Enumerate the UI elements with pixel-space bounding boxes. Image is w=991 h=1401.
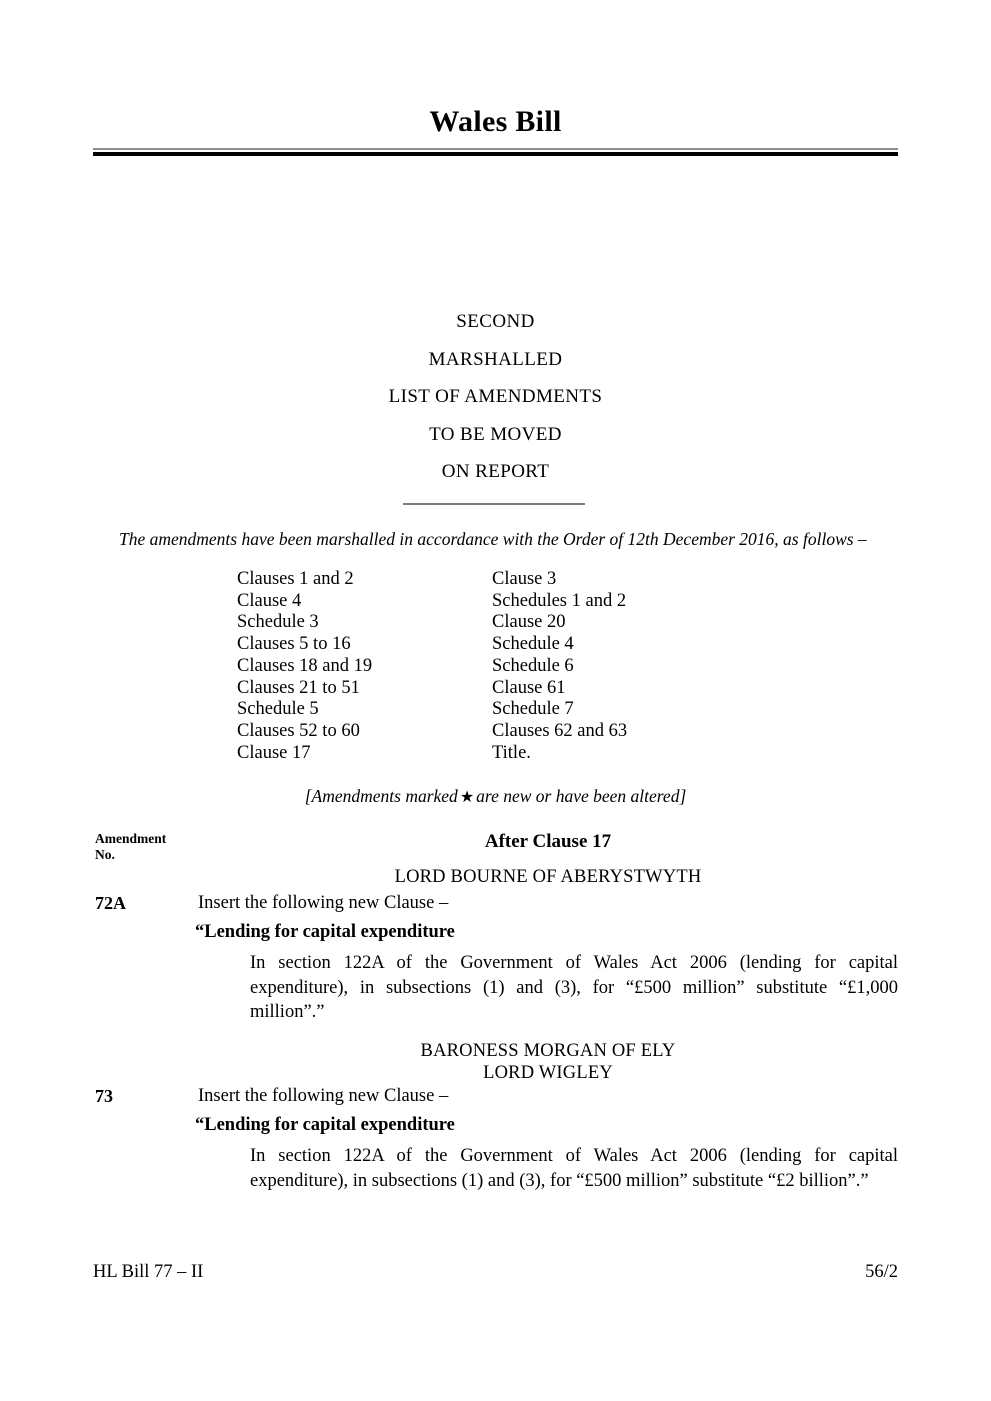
footer-page-number: 56/2	[865, 1262, 898, 1282]
amendment-no-column-label	[95, 831, 195, 863]
clause-order-row	[237, 569, 697, 591]
amendment-no-label-line-2: No.	[95, 847, 115, 862]
star-note-suffix: are new or have been altered]	[476, 786, 687, 806]
amendment-instruction: Insert the following new Clause –	[198, 1086, 449, 1106]
clause-order-right: Schedules 1 and 2	[492, 590, 627, 611]
clause-order-row	[237, 678, 697, 700]
document-heading-block	[93, 303, 898, 491]
amendment-clause-title: “Lending for capital expenditure	[195, 1115, 455, 1135]
clause-order-right: Clause 61	[492, 677, 566, 698]
section-divider-rule	[403, 503, 585, 505]
clause-order-row	[237, 721, 697, 743]
amendment-number: 72A	[95, 893, 126, 913]
heading-line-1: SECOND	[456, 311, 535, 332]
section-heading-after-clause: After Clause 17	[484, 831, 612, 852]
clause-order-right: Schedule 4	[492, 634, 574, 655]
clause-order-left: Clauses 1 and 2	[237, 569, 354, 589]
amendment-sponsor: LORD BOURNE OF ABERYSTWYTH	[394, 867, 702, 887]
heading-line-3: LIST OF AMENDMENTS	[388, 386, 603, 407]
heading-line-2: MARSHALLED	[428, 348, 563, 370]
clause-order-row	[237, 634, 697, 656]
clause-order-row	[237, 699, 697, 721]
clause-order-right: Title.	[492, 742, 531, 763]
clause-order-left: Clause 17	[237, 742, 311, 763]
clause-order-row	[237, 656, 697, 678]
clause-order-list	[237, 569, 697, 764]
clause-order-row	[237, 743, 697, 765]
star-note-prefix: [Amendments marked	[304, 786, 458, 806]
clause-order-right: Clause 3	[492, 569, 557, 589]
clause-order-right: Clauses 62 and 63	[492, 720, 628, 741]
title-rule-thick	[93, 152, 898, 156]
clause-order-right: Schedule 7	[492, 699, 574, 720]
amendment-body-text: In section 122A of the Government of Wales Act 2006 (lending for capital expenditure), in subsections (1) and (3), for “£500 million” substitute “£2 billion”.”	[250, 1146, 898, 1191]
clause-order-right: Clause 20	[492, 612, 566, 633]
amendment-instruction: Insert the following new Clause –	[198, 893, 449, 913]
clause-order-left: Clauses 18 and 19	[237, 655, 373, 676]
page-title: Wales Bill	[429, 105, 562, 138]
heading-line-4: TO BE MOVED	[429, 423, 562, 445]
amendment-number: 73	[95, 1086, 113, 1106]
clause-order-left: Clause 4	[237, 590, 302, 611]
amendment-clause-title: “Lending for capital expenditure	[195, 922, 455, 942]
clause-order-row	[237, 591, 697, 613]
clause-order-row	[237, 612, 697, 634]
star-icon: ★	[459, 789, 475, 806]
amendment-sponsor: BARONESS MORGAN OF ELY	[420, 1041, 676, 1061]
amendment-sponsor: LORD WIGLEY	[483, 1063, 613, 1083]
clause-order-right: Schedule 6	[492, 655, 574, 676]
amendment-body-text: In section 122A of the Government of Wales Act 2006 (lending for capital expenditure), in subsections (1) and (3), for “£500 million” substitute “£1,000 million”.”	[250, 953, 898, 1022]
clause-order-left: Schedule 5	[237, 699, 319, 720]
clause-order-left: Clauses 21 to 51	[237, 677, 360, 698]
clause-order-left: Schedule 3	[237, 612, 319, 633]
footer-bill-reference: HL Bill 77 – II	[93, 1262, 204, 1282]
marshalling-note: The amendments have been marshalled in accordance with the Order of 12th December 2016, as follows –	[119, 529, 867, 549]
clause-order-left: Clauses 5 to 16	[237, 634, 351, 655]
clause-order-left: Clauses 52 to 60	[237, 720, 360, 741]
new-amendments-note	[93, 786, 898, 807]
heading-line-5: ON REPORT	[441, 461, 550, 482]
amendment-no-label-line-1: Amendment	[95, 831, 167, 846]
title-double-rule	[93, 148, 898, 156]
